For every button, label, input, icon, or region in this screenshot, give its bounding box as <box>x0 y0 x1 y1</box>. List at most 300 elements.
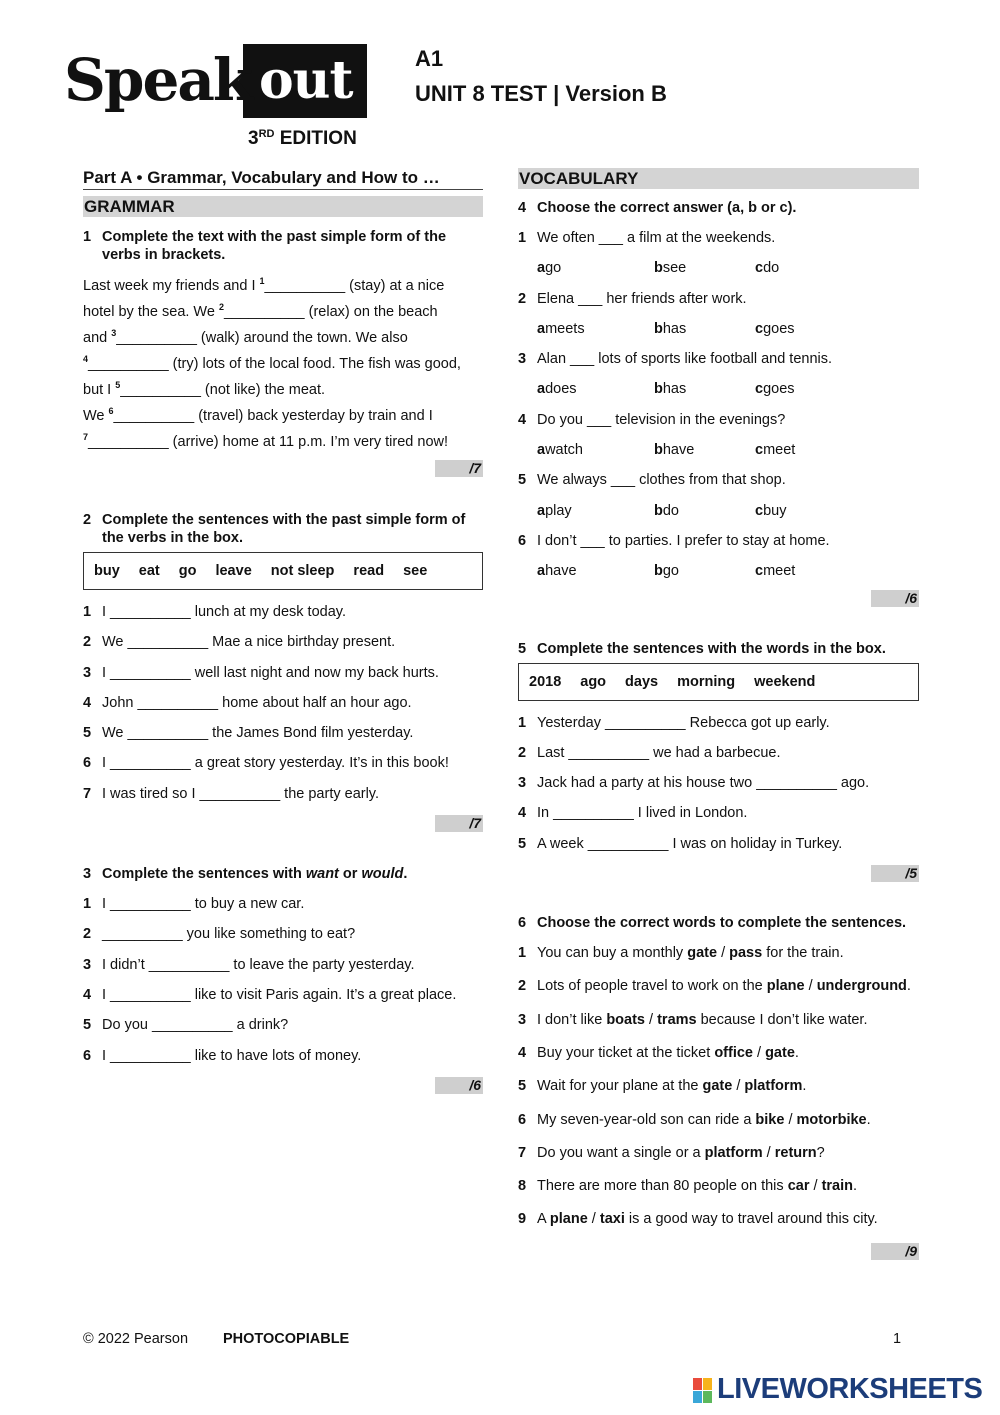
instr-part: . <box>403 866 408 883</box>
item-text <box>537 1143 919 1164</box>
box-word: eat <box>138 563 160 579</box>
item-text: I was tired so I __________ the party early. <box>102 785 380 802</box>
logo-out-text: out <box>259 50 353 111</box>
instr-part: Complete the sentences with <box>102 866 306 883</box>
text-segment: Wait for your plane at the <box>537 1078 703 1095</box>
item-text: Do you ___ television in the evenings? <box>537 411 786 428</box>
box-word: days <box>625 673 659 690</box>
list-item <box>518 1010 919 1031</box>
option-letter: c <box>755 260 764 277</box>
question <box>518 229 919 247</box>
score-box: /7 <box>435 460 483 477</box>
item-text <box>537 1076 919 1097</box>
item-text: Jack had a party at his house two __________ ago. <box>537 775 870 792</box>
item-text: In __________ I lived in London. <box>537 805 748 822</box>
task-6-items <box>518 943 919 1230</box>
text-segment: . <box>802 1078 807 1095</box>
option-c[interactable] <box>755 380 795 398</box>
choice-word[interactable]: boats <box>606 1011 645 1028</box>
list-item <box>83 724 483 742</box>
question <box>518 290 919 308</box>
option-b[interactable] <box>654 562 755 580</box>
task-5-items <box>518 714 919 853</box>
option-text: play <box>545 502 572 519</box>
answer-options <box>518 562 919 580</box>
item-number: 7 <box>83 785 92 802</box>
text-line <box>83 372 483 398</box>
item-number: 3 <box>518 1011 527 1028</box>
gap-number: 7 <box>83 432 89 442</box>
option-letter: b <box>654 563 663 580</box>
list-item <box>518 804 919 822</box>
item-number: 7 <box>518 1144 527 1161</box>
choice-slash: / <box>809 1178 822 1195</box>
list-item <box>83 956 483 974</box>
list-item <box>518 774 919 792</box>
footer-copyright: © 2022 Pearson <box>83 1331 189 1347</box>
option-letter: b <box>654 320 663 337</box>
gap-number: 1 <box>259 276 265 286</box>
item-text <box>537 1176 919 1197</box>
option-text: do <box>662 502 679 519</box>
list-item <box>518 1143 919 1164</box>
answer-options <box>518 259 919 277</box>
task-3-items <box>83 895 483 1064</box>
edition-label <box>248 128 357 150</box>
level-label: A1 <box>415 46 444 71</box>
list-item <box>518 1176 919 1197</box>
list-item <box>83 694 483 712</box>
option-text: meet <box>763 442 796 459</box>
unit-title: UNIT 8 TEST | Version B <box>415 81 667 106</box>
list-item <box>518 714 919 732</box>
item-text: Alan ___ lots of sports like football and tennis. <box>537 351 833 368</box>
text-segment: hotel by the sea. We <box>83 304 219 320</box>
answer-options <box>518 502 919 520</box>
item-number: 5 <box>518 1078 527 1095</box>
option-letter: c <box>755 320 764 337</box>
box-word: go <box>178 563 197 579</box>
gap-and-text: __________ (travel) back yesterday by train and I <box>113 408 433 424</box>
option-a[interactable] <box>537 441 654 459</box>
box-word: 2018 <box>529 673 562 690</box>
item-text: I __________ lunch at my desk today. <box>102 604 346 620</box>
option-letter: c <box>755 442 764 459</box>
list-item <box>83 603 483 621</box>
box-word: not sleep <box>270 563 335 579</box>
choice-word[interactable]: underground <box>816 978 907 995</box>
option-text: have <box>662 442 695 459</box>
gap-and-text: __________ (try) lots of the local food. The fish was good, <box>88 356 461 372</box>
text-segment: Lots of people travel to work on the <box>537 978 767 995</box>
item-number: 5 <box>518 835 527 852</box>
icon-tile <box>693 1378 702 1390</box>
task-2-score <box>83 815 483 832</box>
task-number: 1 <box>83 229 92 245</box>
item-number: 6 <box>518 532 527 549</box>
list-item <box>518 976 919 997</box>
list-item <box>83 925 483 943</box>
item-number: 4 <box>83 986 92 1003</box>
choice-word[interactable]: platform <box>744 1078 803 1095</box>
item-text: We __________ Mae a nice birthday present. <box>102 634 396 651</box>
option-letter: a <box>537 442 546 459</box>
liveworksheets-brand[interactable]: LIVEWORKSHEETS <box>717 1373 983 1405</box>
choice-slash: / <box>784 1111 797 1128</box>
gap-number: 5 <box>115 380 121 390</box>
answer-options <box>518 441 919 459</box>
option-text: goes <box>763 320 795 337</box>
text-segment: My seven-year-old son can ride a <box>537 1111 756 1128</box>
item-number: 6 <box>83 755 92 772</box>
task-number: 2 <box>83 512 92 528</box>
option-letter: c <box>755 563 764 580</box>
option-letter: a <box>537 320 546 337</box>
choice-word[interactable]: trams <box>657 1011 697 1028</box>
item-number: 3 <box>83 956 92 973</box>
choice-word[interactable]: car <box>787 1178 810 1195</box>
choice-word[interactable]: bike <box>755 1111 785 1128</box>
option-c[interactable] <box>755 502 786 520</box>
gap-and-text: __________ (stay) at a nice <box>264 278 445 294</box>
item-text: I __________ like to have lots of money. <box>102 1047 362 1064</box>
choice-word[interactable]: motorbike <box>796 1111 867 1128</box>
option-text: go <box>545 260 562 277</box>
task-text <box>102 865 407 883</box>
option-a[interactable] <box>537 320 654 338</box>
choice-word[interactable]: plane <box>766 978 805 995</box>
option-c[interactable] <box>755 259 779 277</box>
option-a[interactable] <box>537 562 654 580</box>
task-5-instruction <box>518 640 919 658</box>
item-number: 6 <box>83 1047 92 1064</box>
list-item <box>518 1076 919 1097</box>
list-item <box>83 754 483 772</box>
item-number: 1 <box>83 896 92 913</box>
item-number: 2 <box>83 634 92 651</box>
option-letter: b <box>654 260 663 277</box>
choice-slash: / <box>752 1044 766 1061</box>
choice-word[interactable]: gate <box>702 1078 733 1095</box>
text-segment: Last week my friends and I <box>83 278 260 294</box>
item-text: We often ___ a film at the weekends. <box>537 230 776 246</box>
box-word: see <box>403 563 428 579</box>
gap-and-text: __________ (arrive) home at 11 p.m. I’m very tired now! <box>88 434 449 450</box>
item-text <box>537 976 919 997</box>
task-1-text <box>83 268 483 450</box>
answer-options <box>518 380 919 398</box>
item-number: 8 <box>518 1178 527 1195</box>
text-line <box>83 320 483 346</box>
item-number: 6 <box>518 1111 527 1128</box>
task-4-items <box>518 229 919 580</box>
list-item <box>518 1110 919 1131</box>
item-number: 2 <box>518 978 527 995</box>
option-letter: a <box>537 502 546 519</box>
task-4-instruction <box>518 199 919 217</box>
task-6-score <box>518 1243 919 1260</box>
item-text: I __________ well last night and now my back hurts. <box>102 664 439 681</box>
option-text: meets <box>545 320 585 337</box>
text-segment: There are more than 80 people on this <box>537 1178 788 1195</box>
logo-speak-text: Speak <box>64 46 252 114</box>
choice-slash: / <box>717 945 730 962</box>
option-letter: c <box>755 502 764 519</box>
item-text: __________ you like something to eat? <box>102 926 356 943</box>
task-6-instruction <box>518 914 919 932</box>
option-b[interactable] <box>654 320 755 338</box>
list-item <box>518 744 919 762</box>
item-number: 1 <box>518 230 527 246</box>
task-number: 5 <box>518 640 527 657</box>
task-number: 6 <box>518 915 527 932</box>
instr-would: would <box>361 866 404 883</box>
option-text: has <box>662 381 687 398</box>
box-word: read <box>353 563 385 579</box>
text-line <box>83 424 483 450</box>
choice-word[interactable]: train <box>821 1178 853 1195</box>
choice-slash: / <box>804 978 817 995</box>
task-3-instruction <box>83 865 483 883</box>
option-a[interactable] <box>537 259 654 277</box>
gap-number: 6 <box>108 406 114 416</box>
item-text <box>537 1209 919 1230</box>
option-text: see <box>662 260 687 277</box>
option-c[interactable] <box>755 562 795 580</box>
box-word: weekend <box>754 673 816 690</box>
item-text: I __________ a great story yesterday. It’s in this book! <box>102 755 449 772</box>
choice-slash: / <box>645 1011 658 1028</box>
choice-word[interactable]: office <box>714 1044 753 1061</box>
task-text: Choose the correct answer (a, b or c). <box>537 200 797 216</box>
icon-tile <box>703 1391 712 1403</box>
choice-word[interactable]: gate <box>765 1044 795 1061</box>
item-text: We __________ the James Bond film yesterday. <box>102 725 414 742</box>
task-1-instruction <box>83 228 483 264</box>
option-a[interactable] <box>537 380 654 398</box>
question <box>518 532 919 550</box>
text-segment: I don’t like <box>537 1011 607 1028</box>
list-item <box>83 1016 483 1034</box>
text-segment: Do you want a single or a <box>537 1144 705 1161</box>
item-number: 4 <box>518 411 527 428</box>
item-number: 5 <box>518 472 527 489</box>
part-title: Part A • Grammar, Vocabulary and How to … <box>83 166 483 190</box>
item-number: 3 <box>83 664 92 681</box>
option-b[interactable] <box>654 259 755 277</box>
gap-number: 2 <box>218 302 224 312</box>
option-letter: a <box>537 260 546 277</box>
option-letter: a <box>537 381 546 398</box>
item-text: I __________ like to visit Paris again. It’s a great place. <box>102 986 457 1003</box>
text-line <box>83 398 483 424</box>
item-number: 1 <box>518 714 527 731</box>
task-3-score <box>83 1077 483 1094</box>
text-line <box>83 294 483 320</box>
task-4-score <box>518 590 919 607</box>
text-line <box>83 268 483 294</box>
text-segment: and <box>83 330 112 346</box>
item-text: Last __________ we had a barbecue. <box>537 744 781 761</box>
option-c[interactable] <box>755 320 795 338</box>
option-text: meet <box>763 563 796 580</box>
box-word: buy <box>94 563 120 579</box>
text-segment: . <box>852 1178 858 1195</box>
item-text: We always ___ clothes from that shop. <box>537 472 786 489</box>
item-number: 1 <box>518 945 527 962</box>
task-text: Choose the correct words to complete the sentences. <box>537 915 907 932</box>
item-text <box>537 1010 919 1031</box>
item-text: I don’t ___ to parties. I prefer to stay at home. <box>537 532 830 549</box>
score-box: /6 <box>871 590 919 607</box>
list-item <box>83 1047 483 1065</box>
section-heading-grammar: GRAMMAR <box>83 196 483 217</box>
item-number: 9 <box>518 1211 527 1228</box>
item-number: 3 <box>518 775 527 792</box>
task-text: Complete the text with the past simple form of the verbs in brackets. <box>102 229 447 263</box>
text-segment: ? <box>816 1144 825 1161</box>
item-text <box>537 1043 919 1064</box>
option-text: buy <box>763 502 787 519</box>
list-item <box>518 943 919 964</box>
list-item <box>518 835 919 853</box>
choice-word[interactable]: gate <box>687 945 718 962</box>
section-heading-vocabulary: VOCABULARY <box>518 168 919 189</box>
answer-options <box>518 320 919 338</box>
score-box: /9 <box>871 1243 919 1260</box>
task-number: 3 <box>83 866 92 883</box>
box-word: morning <box>677 673 736 690</box>
text-line <box>83 346 483 372</box>
text-segment: . <box>906 978 911 995</box>
choice-word[interactable]: plane <box>549 1211 588 1228</box>
option-a[interactable] <box>537 502 654 520</box>
right-column <box>518 166 919 1260</box>
option-text: go <box>662 563 679 580</box>
option-letter: b <box>654 442 663 459</box>
text-segment: . <box>866 1111 871 1128</box>
task-2-instruction <box>83 511 483 547</box>
text-segment: for the train. <box>762 945 844 962</box>
text-segment: Buy your ticket at the ticket <box>537 1044 715 1061</box>
option-letter: c <box>755 381 764 398</box>
item-number: 2 <box>518 290 527 307</box>
item-number: 4 <box>83 694 92 711</box>
item-text <box>537 1110 919 1131</box>
edition-word: EDITION <box>279 128 357 149</box>
list-item <box>83 785 483 803</box>
score-box: /7 <box>435 815 483 832</box>
task-2-word-box <box>83 552 483 590</box>
edition-suffix: RD <box>258 128 275 140</box>
gap-number: 3 <box>111 328 117 338</box>
question <box>518 471 919 489</box>
item-number: 1 <box>83 604 92 620</box>
option-text: does <box>545 381 577 398</box>
question <box>518 350 919 368</box>
left-column <box>83 166 483 1094</box>
gap-and-text: __________ (not like) the meat. <box>120 382 326 398</box>
choice-slash: / <box>587 1211 600 1228</box>
instr-part: or <box>338 866 362 883</box>
task-number: 4 <box>518 200 527 216</box>
gap-number: 4 <box>83 354 89 364</box>
footer-photocopiable: PHOTOCOPIABLE <box>223 1331 350 1347</box>
icon-tile <box>703 1378 712 1390</box>
option-text: has <box>662 320 687 337</box>
text-segment: because I don’t like water. <box>696 1011 868 1028</box>
text-segment: You can buy a monthly <box>537 945 688 962</box>
question <box>518 411 919 429</box>
text-segment: We <box>83 408 109 424</box>
instr-want: want <box>305 866 339 883</box>
option-b[interactable] <box>654 502 755 520</box>
item-number: 5 <box>83 1017 92 1034</box>
choice-word[interactable]: return <box>774 1144 817 1161</box>
item-number: 2 <box>518 744 527 761</box>
task-text: Complete the sentences with the words in the box. <box>537 640 886 657</box>
choice-word[interactable]: taxi <box>599 1211 625 1228</box>
box-word: leave <box>215 563 252 579</box>
list-item <box>83 664 483 682</box>
list-item <box>83 895 483 913</box>
choice-word[interactable]: platform <box>704 1144 763 1161</box>
option-c[interactable] <box>755 441 795 459</box>
list-item <box>518 1209 919 1230</box>
task-2-items <box>83 603 483 803</box>
option-text: goes <box>763 381 795 398</box>
task-5-score <box>518 865 919 882</box>
list-item <box>83 633 483 651</box>
option-letter: b <box>654 502 663 519</box>
option-b[interactable] <box>654 380 755 398</box>
item-number: 3 <box>518 351 527 368</box>
item-text <box>537 943 919 964</box>
option-text: do <box>763 260 780 277</box>
item-text: Elena ___ her friends after work. <box>537 290 747 307</box>
task-text: Complete the sentences with the past simple form of the verbs in the box. <box>102 512 466 546</box>
box-word: ago <box>580 673 607 690</box>
item-text: A week __________ I was on holiday in Turkey. <box>537 835 843 852</box>
option-letter: b <box>654 381 663 398</box>
option-letter: a <box>537 563 546 580</box>
option-text: watch <box>545 442 583 459</box>
icon-tile <box>693 1391 702 1403</box>
choice-slash: / <box>762 1144 775 1161</box>
text-segment: is a good way to travel around this city. <box>624 1211 878 1228</box>
option-text: have <box>545 563 577 580</box>
option-b[interactable] <box>654 441 755 459</box>
footer-page-number: 1 <box>893 1331 902 1347</box>
item-number: 4 <box>518 805 527 822</box>
item-text: John __________ home about half an hour ago. <box>102 694 412 711</box>
text-segment: but I <box>83 382 116 398</box>
task-5-word-box <box>518 663 919 701</box>
score-box: /5 <box>871 865 919 882</box>
list-item <box>83 986 483 1004</box>
text-segment: . <box>794 1044 799 1061</box>
item-text: Yesterday __________ Rebecca got up early. <box>537 714 830 731</box>
choice-word[interactable]: pass <box>729 945 763 962</box>
gap-and-text: __________ (walk) around the town. We also <box>116 330 408 346</box>
item-text: Do you __________ a drink? <box>102 1017 289 1034</box>
edition-number: 3 <box>248 128 259 149</box>
item-text: I didn’t __________ to leave the party yesterday. <box>102 956 415 973</box>
item-number: 2 <box>83 926 92 943</box>
text-segment: A <box>537 1211 550 1228</box>
list-item <box>518 1043 919 1064</box>
item-number: 5 <box>83 725 92 742</box>
